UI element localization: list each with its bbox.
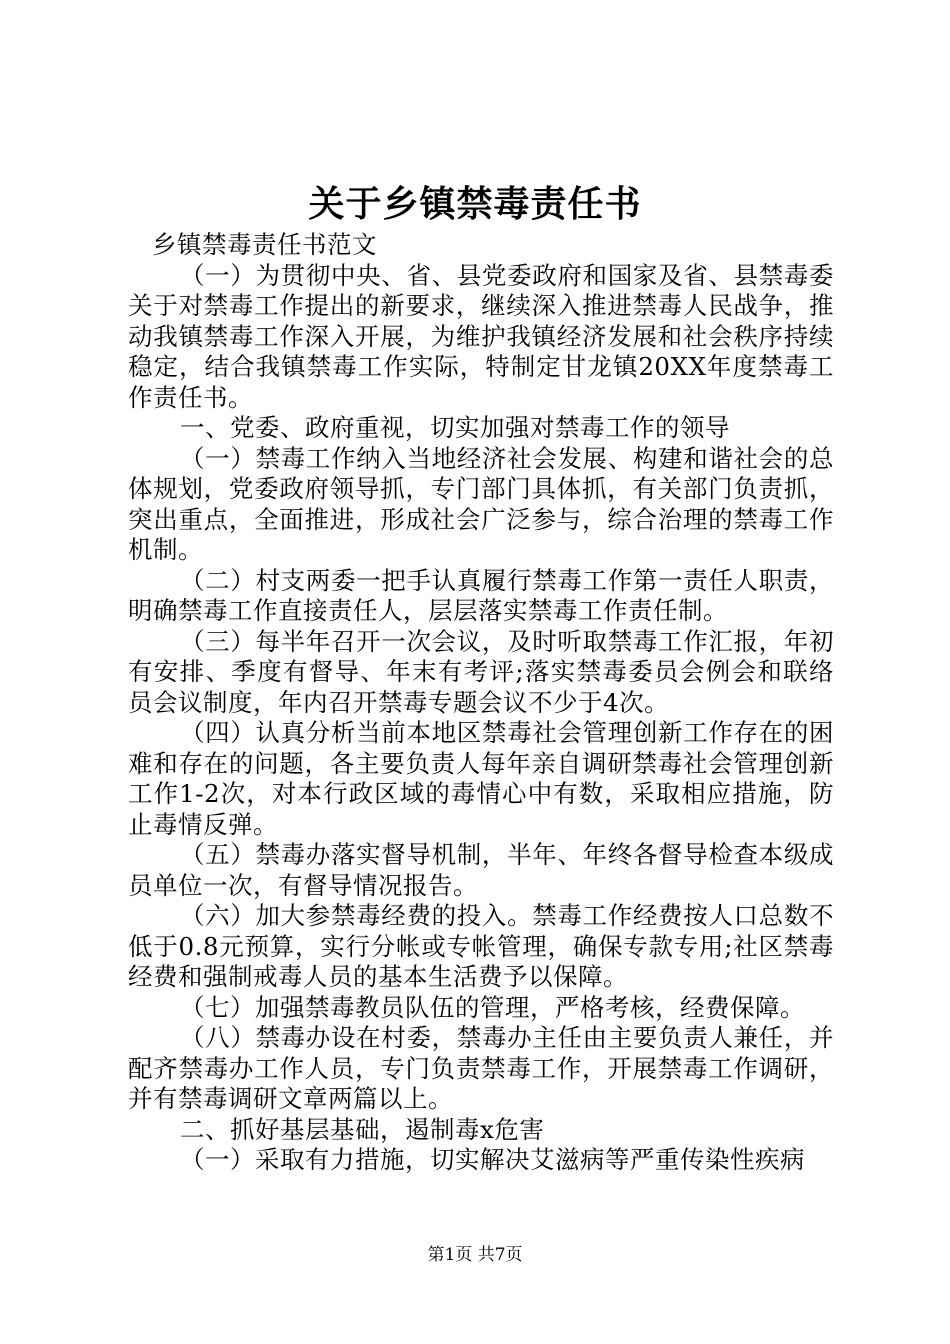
section-heading-2: 二、抓好基层基础，遏制毒x危害 xyxy=(180,1114,545,1144)
paragraph-intro: （一）为贯彻中央、省、县党委政府和国家及省、县禁毒委关于对禁毒工作提出的新要求，继续深入推进禁毒人民战争，推动我镇禁毒工作深入开展，为维护我镇经济发展和社会秩序持续稳定，结合我镇禁毒工作实际，特制定甘龙镇20XX年度禁毒工作责任书。 xyxy=(128,260,834,412)
paragraph-1-7: （七）加强禁毒教员队伍的管理，严格考核，经费保障。 xyxy=(180,992,805,1022)
paragraph-1-3: （三）每半年召开一次会议，及时听取禁毒工作汇报，年初有安排、季度有督导、年末有考评;落实禁毒委员会例会和联络员会议制度，年内召开禁毒专题会议不少于4次。 xyxy=(128,626,834,717)
page-footer: 第1页 共7页 xyxy=(427,1245,523,1265)
paragraph-1-1: （一）禁毒工作纳入当地经济社会发展、构建和谐社会的总体规划，党委政府领导抓，专门部门具体抓，有关部门负责抓，突出重点，全面推进，形成社会广泛参与，综合治理的禁毒工作机制。 xyxy=(128,443,834,564)
document-body xyxy=(128,230,834,1176)
paragraph-2-1: （一）采取有力措施，切实解决艾滋病等严重传染性疾病 xyxy=(180,1145,805,1174)
section-heading-1: 一、党委、政府重视，切实加强对禁毒工作的领导 xyxy=(180,413,730,442)
paragraph-1-4: （四）认真分析当前本地区禁毒社会管理创新工作存在的困难和存在的问题，各主要负责人每年亲自调研禁毒社会管理创新工作1-2次，对本行政区域的毒情心中有数，采取相应措施，防止毒情反弹。 xyxy=(128,718,834,839)
paragraph-1-6: （六）加大参禁毒经费的投入。禁毒工作经费按人口总数不低于0.8元预算，实行分帐或专帐管理，确保专款专用;社区禁毒经费和强制戒毒人员的基本生活费予以保障。 xyxy=(128,901,834,991)
paragraph-1-5: （五）禁毒办落实督导机制，半年、年终各督导检查本级成员单位一次，有督导情况报告。 xyxy=(128,840,834,900)
document-subtitle: 乡镇禁毒责任书范文 xyxy=(152,230,377,259)
paragraph-1-8: （八）禁毒办设在村委，禁毒办主任由主要负责人兼任，并配齐禁毒办工作人员，专门负责禁毒工作，开展禁毒工作调研，并有禁毒调研文章两篇以上。 xyxy=(128,1023,834,1113)
paragraph-1-2: （二）村支两委一把手认真履行禁毒工作第一责任人职责，明确禁毒工作直接责任人，层层落实禁毒工作责任制。 xyxy=(128,565,834,625)
document-title: 关于乡镇禁毒责任书 xyxy=(308,184,642,225)
